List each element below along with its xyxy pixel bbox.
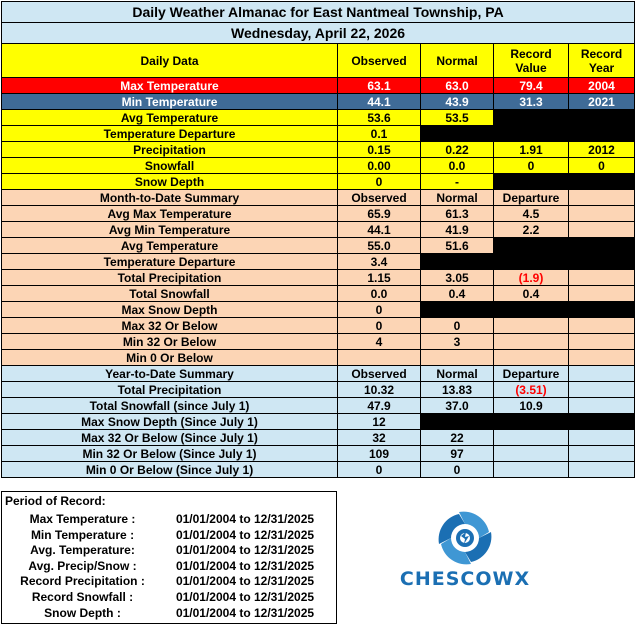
month-header-normal: Normal [421,190,494,206]
daily-row-label: Snowfall [2,158,338,174]
daily-row [2,110,635,126]
daily-observed-cell: 0 [338,174,421,190]
daily-observed-cell: 0.00 [338,158,421,174]
daily-record-year-cell: 2004 [569,78,635,94]
month-row [2,254,635,270]
year-extra-cell [569,446,635,462]
month-normal-cell: 0 [421,318,494,334]
daily-record-value-cell [494,174,569,190]
year-extra-cell [569,430,635,446]
daily-row [2,126,635,142]
chescowx-logo [380,508,550,594]
period-range: 01/01/2004 to 12/31/2025 [175,543,315,558]
daily-normal-cell: 0.0 [421,158,494,174]
period-of-record-box [1,491,337,624]
period-label: Snow Depth : [44,605,121,620]
year-row [2,462,635,478]
daily-header-record-year: Record Year [569,44,635,78]
year-observed-cell: 0 [338,462,421,478]
month-observed-cell [338,350,421,366]
month-row-label: Min 0 Or Below [2,350,338,366]
year-extra-cell [569,414,635,430]
month-row [2,286,635,302]
month-extra-cell [569,222,635,238]
daily-observed-cell: 0.15 [338,142,421,158]
year-normal-cell: 13.83 [421,382,494,398]
daily-observed-cell: 63.1 [338,78,421,94]
month-departure-cell: 0.4 [494,286,569,302]
year-observed-cell: 10.32 [338,382,421,398]
period-of-record-row [2,590,338,605]
month-header-label: Month-to-Date Summary [2,190,338,206]
month-row-label: Max Snow Depth [2,302,338,318]
month-normal-cell: 3 [421,334,494,350]
month-observed-cell: 44.1 [338,222,421,238]
period-range: 01/01/2004 to 12/31/2025 [175,558,315,573]
month-departure-cell: 2.2 [494,222,569,238]
month-extra-cell [569,318,635,334]
year-observed-cell: 47.9 [338,398,421,414]
period-range: 01/01/2004 to 12/31/2025 [175,574,315,589]
month-row [2,302,635,318]
year-row [2,398,635,414]
month-row [2,318,635,334]
year-departure-cell: 10.9 [494,398,569,414]
period-range: 01/01/2004 to 12/31/2025 [175,527,315,542]
year-observed-cell: 32 [338,430,421,446]
daily-normal-cell: 53.5 [421,110,494,126]
period-label: Max Temperature : [29,512,136,526]
month-row [2,270,635,286]
month-row-label: Avg Min Temperature [2,222,338,238]
month-row [2,238,635,254]
daily-row-label: Avg Temperature [2,110,338,126]
month-departure-cell [494,254,569,270]
year-normal-cell [421,414,494,430]
daily-row [2,174,635,190]
month-departure-cell: 4.5 [494,206,569,222]
year-extra-cell [569,398,635,414]
month-normal-cell [421,254,494,270]
month-observed-cell: 65.9 [338,206,421,222]
period-of-record-title: Period of Record: [5,494,106,508]
month-extra-cell [569,270,635,286]
month-observed-cell: 0.0 [338,286,421,302]
year-header-observed: Observed [338,366,421,382]
month-header-row [2,190,635,206]
daily-row-label: Temperature Departure [2,126,338,142]
month-departure-cell [494,334,569,350]
month-extra-cell [569,206,635,222]
period-range: 01/01/2004 to 12/31/2025 [175,590,315,604]
month-header-departure: Departure [494,190,569,206]
period-of-record-row [2,606,338,621]
daily-record-year-cell: 0 [569,158,635,174]
month-normal-cell: 51.6 [421,238,494,254]
daily-record-year-cell [569,110,635,126]
period-of-record-row [2,543,338,558]
month-extra-cell [569,254,635,270]
month-row-label: Temperature Departure [2,254,338,270]
month-row [2,206,635,222]
month-departure-cell: (1.9) [494,270,569,286]
daily-header-label: Daily Data [2,44,338,78]
month-observed-cell: 0 [338,302,421,318]
month-header-empty [569,190,635,206]
period-of-record-row [2,512,338,527]
month-row-label: Avg Max Temperature [2,206,338,222]
year-row [2,382,635,398]
year-header-empty [569,366,635,382]
daily-header-record-value: Record Value [494,44,569,78]
month-normal-cell: 3.05 [421,270,494,286]
period-label: Min Temperature : [30,527,135,542]
daily-row [2,158,635,174]
daily-record-year-cell [569,174,635,190]
daily-row [2,142,635,158]
month-extra-cell [569,350,635,366]
year-header-label: Year-to-Date Summary [2,366,338,382]
almanac-table [1,1,635,478]
year-row-label: Max Snow Depth (Since July 1) [2,414,338,430]
month-departure-cell [494,350,569,366]
period-label: Avg. Temperature: [30,543,135,558]
year-observed-cell: 12 [338,414,421,430]
daily-header-row [2,44,635,78]
year-departure-cell: (3.51) [494,382,569,398]
year-row-label: Total Precipitation [2,382,338,398]
daily-record-value-cell [494,126,569,142]
daily-normal-cell: - [421,174,494,190]
year-extra-cell [569,382,635,398]
period-label: Record Precipitation : [20,574,145,589]
daily-record-value-cell [494,110,569,126]
month-row [2,334,635,350]
month-row-label: Total Precipitation [2,270,338,286]
daily-record-year-cell [569,126,635,142]
year-departure-cell [494,430,569,446]
year-extra-cell [569,462,635,478]
month-header-observed: Observed [338,190,421,206]
month-row-label: Min 32 Or Below [2,334,338,350]
daily-row [2,94,635,110]
month-row-label: Avg Temperature [2,238,338,254]
month-row [2,222,635,238]
month-departure-cell [494,318,569,334]
month-observed-cell: 1.15 [338,270,421,286]
year-row-label: Total Snowfall (since July 1) [2,398,338,414]
month-observed-cell: 0 [338,318,421,334]
year-row-label: Min 32 Or Below (Since July 1) [2,446,338,462]
month-extra-cell [569,302,635,318]
year-row-label: Min 0 Or Below (Since July 1) [2,462,338,478]
daily-row-label: Min Temperature [2,94,338,110]
daily-record-value-cell: 1.91 [494,142,569,158]
period-label: Avg. Precip/Snow : [28,558,137,573]
month-observed-cell: 3.4 [338,254,421,270]
daily-record-value-cell: 31.3 [494,94,569,110]
daily-record-year-cell: 2021 [569,94,635,110]
year-departure-cell [494,446,569,462]
month-normal-cell: 61.3 [421,206,494,222]
month-normal-cell: 0.4 [421,286,494,302]
month-row-label: Total Snowfall [2,286,338,302]
daily-normal-cell: 0.22 [421,142,494,158]
period-of-record-row [2,559,338,574]
month-departure-cell [494,238,569,254]
year-row [2,446,635,462]
month-normal-cell [421,302,494,318]
year-normal-cell: 37.0 [421,398,494,414]
daily-header-normal: Normal [421,44,494,78]
daily-observed-cell: 44.1 [338,94,421,110]
month-row [2,350,635,366]
month-observed-cell: 4 [338,334,421,350]
year-row [2,430,635,446]
year-header-departure: Departure [494,366,569,382]
year-normal-cell: 97 [421,446,494,462]
daily-observed-cell: 0.1 [338,126,421,142]
period-range: 01/01/2004 to 12/31/2025 [175,512,315,526]
month-normal-cell [421,350,494,366]
year-observed-cell: 109 [338,446,421,462]
year-header-row [2,366,635,382]
daily-record-value-cell: 0 [494,158,569,174]
month-departure-cell [494,302,569,318]
daily-normal-cell: 43.9 [421,94,494,110]
month-row-label: Max 32 Or Below [2,318,338,334]
daily-record-value-cell: 79.4 [494,78,569,94]
period-of-record-row [2,574,338,589]
daily-normal-cell: 63.0 [421,78,494,94]
daily-row-label: Precipitation [2,142,338,158]
daily-row-label: Max Temperature [2,78,338,94]
year-row-label: Max 32 Or Below (Since July 1) [2,430,338,446]
month-observed-cell: 55.0 [338,238,421,254]
period-label: Record Snowfall : [31,590,134,604]
year-departure-cell [494,414,569,430]
month-normal-cell: 41.9 [421,222,494,238]
daily-observed-cell: 53.6 [338,110,421,126]
daily-row [2,78,635,94]
month-extra-cell [569,238,635,254]
month-extra-cell [569,334,635,350]
month-extra-cell [569,286,635,302]
daily-row-label: Snow Depth [2,174,338,190]
daily-normal-cell [421,126,494,142]
daily-record-year-cell: 2012 [569,142,635,158]
year-normal-cell: 0 [421,462,494,478]
storm-swirl-icon [380,508,550,568]
period-range: 01/01/2004 to 12/31/2025 [175,605,315,620]
year-header-normal: Normal [421,366,494,382]
almanac-date: Wednesday, April 22, 2026 [2,23,635,44]
period-of-record-row [2,528,338,543]
daily-header-observed: Observed [338,44,421,78]
year-normal-cell: 22 [421,430,494,446]
almanac-title: Daily Weather Almanac for East Nantmeal Township, PA [2,2,635,23]
year-row [2,414,635,430]
logo-text: CHESCOWX [399,568,531,590]
year-departure-cell [494,462,569,478]
